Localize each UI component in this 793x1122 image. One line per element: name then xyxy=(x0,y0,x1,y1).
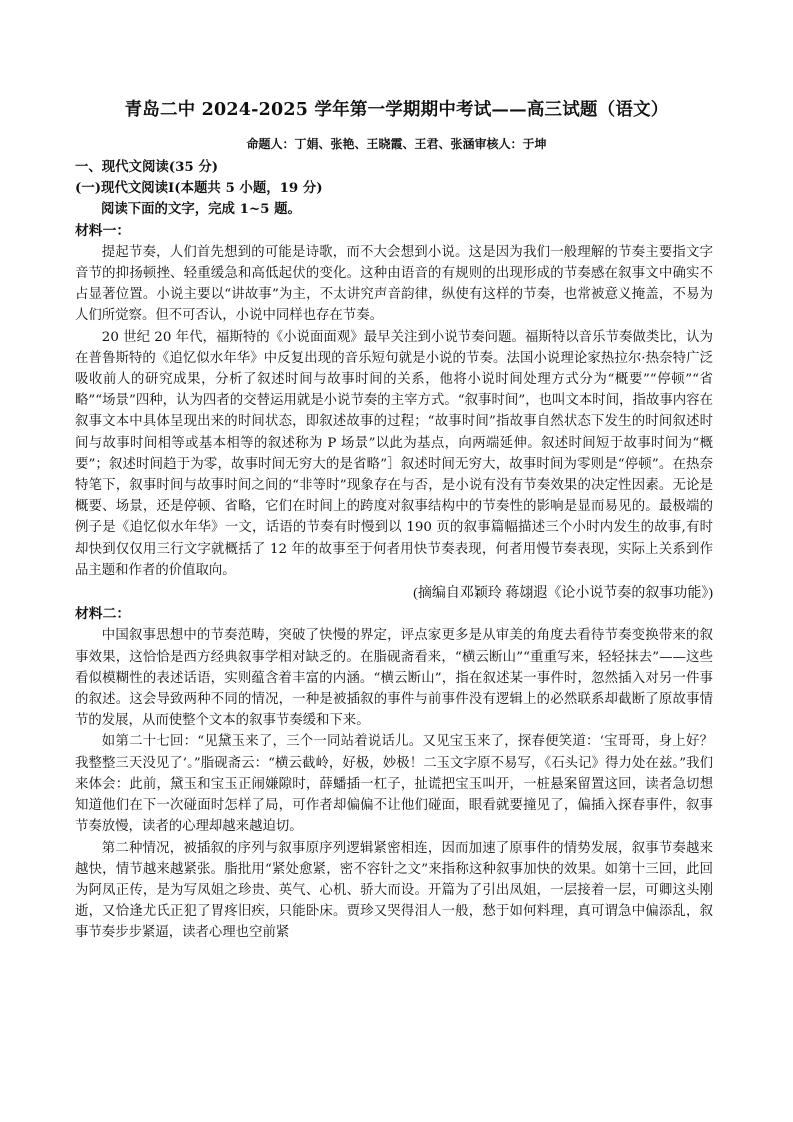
author-line: 命题人：丁娟、张艳、王晓霞、王君、张涵审核人：于坤 xyxy=(246,137,547,151)
page-title: 青岛二中 2024-2025 学年第一学期期中考试——高三试题（语文） xyxy=(124,100,669,120)
material-2-paragraph: 如第二十七回：“见黛玉来了，三个一同站着说话儿。又见宝玉来了，探春便笑道：‘宝哥哥，身上好？我整整三天没见了’。”脂砚斋云：“横云截岭，好极，妙极！二玉文字原不易写，《石头记》得力处在兹。”我们来体会：此前，黛玉和宝玉正闹嫌隙时，薛蟠插一杠子，扯谎把宝玉叫开，一桩悬案留置这回，读者急切想知道他们在下一次碰面时怎样了局，可作者却偏偏不让他们碰面，眼看就要撞见了，偏插入探春事件，叙事节奏放慢，读者的心理却越来越迫切。 xyxy=(75,734,713,835)
material-2-paragraph: 中国叙事思想中的节奏范畴，突破了快慢的界定，评点家更多是从审美的角度去看待节奏变换带来的叙事效果，这恰恰是西方经典叙事学相对缺乏的。在脂砚斋看来，“横云断山”“重重写来，轻轻抹去”——这些看似模糊性的表述话语，实则蕴含着丰富的内涵。“横云断山”，指在叙述某一事件时，忽然插入对另一件事的叙述。这会导致两种不同的情况，一种是被插叙的事件与前事件没有逻辑上的必然联系却截断了原故事情节的发展，从而使整个文本的叙事节奏缓和下来。 xyxy=(75,628,713,729)
material-1-source: (摘编自邓颖玲 蒋翃遐《论小说节奏的叙事功能》) xyxy=(413,586,713,602)
section-heading: 一、现代文阅读(35 分) xyxy=(75,159,219,175)
subsection-heading: (一)现代文阅读Ⅰ(本题共 5 小题，19 分) xyxy=(75,180,323,197)
reading-instruction: 阅读下面的文字，完成 1~5 题。 xyxy=(101,201,301,218)
material-2-label: 材料二： xyxy=(75,606,131,623)
material-1-paragraph: 提起节奏，人们首先想到的可能是诗歌，而不大会想到小说。这是因为我们一般理解的节奏主要指文字音节的抑扬顿挫、轻重缓急和高低起伏的变化。这种由语音的有规则的出现形成的节奏感在叙事文中确实不占显著位置。小说主要以“讲故事”为主，不太讲究声音韵律，纵使有这样的节奏，也常被意义掩盖，不易为人们所觉察。但不可否认，小说中同样也存在节奏。 xyxy=(75,244,713,324)
exam-content xyxy=(75,157,713,944)
material-2-paragraph: 第二种情况，被插叙的序列与叙事原序列逻辑紧密相连，因而加速了原事件的情势发展，叙事节奏越来越快，情节越来越紧张。脂批用“紧处愈紧，密不容针之文”来指称这种叙事加快的效果。如第十三回，此回为阿凤正传，是为写凤姐之珍贵、英气、心机、骄大而设。开篇为了引出凤姐，一层接着一层，可卿这头刚逝，又恰逢尤氏正犯了胃疼旧疾，只能卧床。贾珍又哭得泪人一般，愁于如何料理，真可谓急中偏添乱，叙事节奏步步紧逼，读者心理也空前紧 xyxy=(75,840,713,941)
material-1-label: 材料一： xyxy=(75,222,131,239)
material-1-paragraph: 20 世纪 20 年代，福斯特的《小说面面观》最早关注到小说节奏问题。福斯特以音乐节奏做类比，认为在普鲁斯特的《追忆似水年华》中反复出现的音乐短句就是小说的节奏。法国小说理论家热拉尔·热奈特广泛吸收前人的研究成果，分析了叙述时间与故事时间的关系，他将小说时间处理方式分为“概要”“停顿”“省略”“场景”四种，认为四者的交替运用就是小说节奏的主宰方式。“叙事时间”，也叫文本时间，指故事内容在叙事文本中具体呈现出来的时间状态，即叙述故事的过程；“故事时间”指故事自然状态下发生的时间叙述时间与故事时间相等或基本相等的叙述称为 P 场景”以此为基点，向两端延伸。叙述时间短于故事时间为“概要”；叙述时间趋于为零，故事时间无穷大的是省略”］叙述时间无穷大，故事时间为零则是“停顿”。在热奈特笔下，叙事时间与故事时间之间的“非等时”现象存在与否，是小说有没有节奏效果的决定性因素。无论是概要、场景，还是停顿、省略，它们在时间上的跨度对叙事结构中的节奏性的影响是显而易见的。最极端的例子是《追忆似水年华》一文，话语的节奏有时慢到以 190 页的叙事篇幅描述三个小时内发生的故事,有时却快到仅仅用三行文字就概括了 12 年的故事至于何者用快节奏表现，何者用慢节奏表现，实际上关系到作品主题和作者的价值取向。 xyxy=(75,329,713,578)
